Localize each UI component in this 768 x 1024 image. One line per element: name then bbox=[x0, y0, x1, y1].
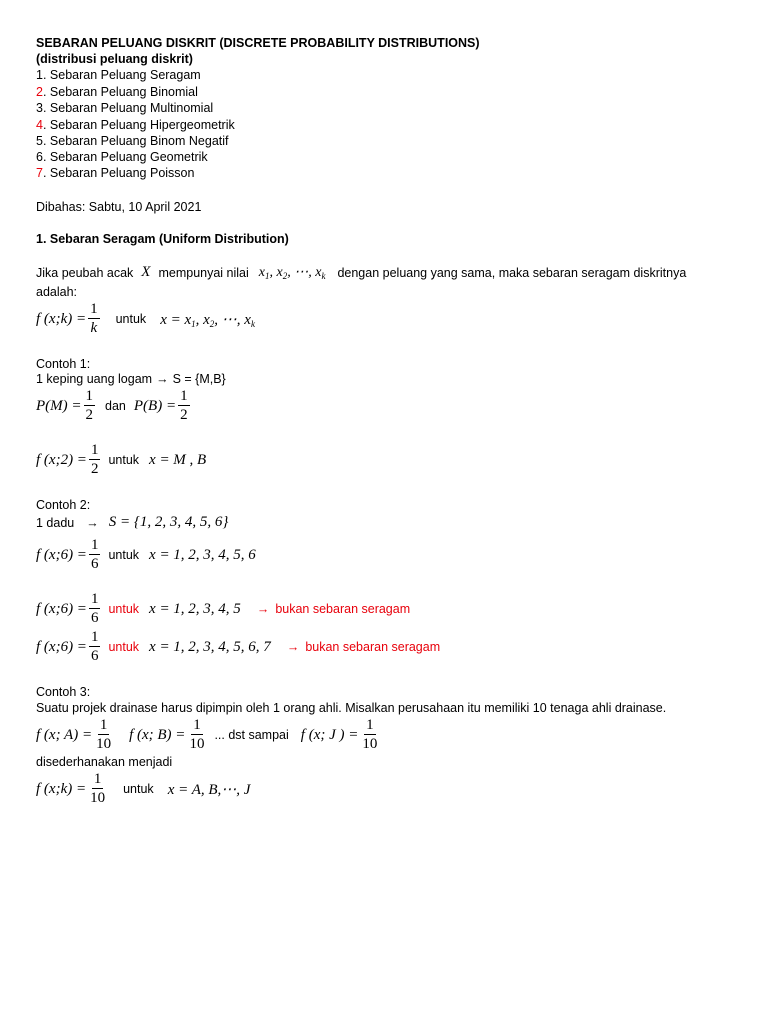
list-text: . Sebaran Peluang Hipergeometrik bbox=[42, 118, 235, 132]
list-item bbox=[36, 67, 201, 83]
formula-lhs: f (x;6) = bbox=[36, 600, 87, 617]
list-item bbox=[36, 117, 235, 133]
contoh2-title: Contoh 2: bbox=[36, 498, 91, 512]
formula-uniform bbox=[36, 302, 255, 336]
formula-rhs: x = M , B bbox=[149, 451, 207, 468]
list-number: 3 bbox=[36, 101, 43, 115]
contoh1-title: Contoh 1: bbox=[36, 357, 91, 371]
list-item bbox=[36, 149, 208, 165]
intro-text: mempunyai nilai bbox=[158, 265, 249, 280]
rhs-text: x = x bbox=[160, 311, 192, 328]
document-subtitle: (distribusi peluang diskrit) bbox=[36, 52, 193, 66]
denominator: 10 bbox=[90, 790, 106, 806]
denominator: 6 bbox=[90, 610, 99, 626]
contoh3-description: Suatu projek drainase harus dipimpin oleh 1 orang ahli. Misalkan perusahaan itu memiliki 10 tenaga ahli drainase. bbox=[36, 701, 667, 715]
fraction bbox=[84, 389, 96, 423]
numerator: 1 bbox=[93, 771, 102, 787]
list-number: 4 bbox=[36, 118, 43, 132]
variable-x: X bbox=[141, 264, 151, 280]
formula-lhs: f (x;k) = bbox=[36, 780, 87, 797]
denominator: 2 bbox=[180, 407, 188, 423]
fraction bbox=[88, 302, 100, 336]
numerator: 1 bbox=[90, 301, 98, 317]
fraction bbox=[89, 443, 101, 477]
denominator: 10 bbox=[362, 736, 378, 752]
contoh3-final-formula bbox=[36, 772, 250, 806]
arrow-icon: → bbox=[86, 515, 99, 530]
sample-space: S = {M,B} bbox=[172, 372, 226, 386]
list-item bbox=[36, 165, 194, 181]
contoh2-line bbox=[36, 514, 228, 531]
contoh1-line bbox=[36, 372, 226, 386]
intro-continuation: adalah: bbox=[36, 285, 78, 299]
contoh1-probabilities bbox=[36, 389, 192, 423]
fraction bbox=[187, 718, 206, 752]
arrow-icon: → bbox=[256, 602, 270, 616]
fraction bbox=[89, 592, 101, 626]
formula-rhs: x = A, B,⋯, J bbox=[167, 781, 251, 798]
sample-space: S = {1, 2, 3, 4, 5, 6} bbox=[108, 514, 229, 530]
numerator: 1 bbox=[90, 537, 99, 553]
dibahas-date: Dibahas: Sabtu, 10 April 2021 bbox=[36, 200, 202, 214]
pm-lhs: P(M) = bbox=[36, 397, 82, 414]
formula-fa: f (x; A) = bbox=[36, 726, 93, 743]
untuk-label: untuk bbox=[108, 640, 140, 654]
formula-lhs: f (x;2) = bbox=[36, 451, 87, 468]
fraction bbox=[178, 389, 190, 423]
denominator: 6 bbox=[90, 648, 99, 664]
list-text: . Sebaran Peluang Seragam bbox=[42, 68, 201, 82]
denominator: k bbox=[90, 320, 98, 336]
intro-text: dengan peluang yang sama, maka sebaran seragam diskritnya bbox=[337, 265, 687, 280]
list-text: . Sebaran Peluang Geometrik bbox=[42, 150, 208, 164]
pb-lhs: P(B) = bbox=[133, 397, 177, 414]
numerator: 1 bbox=[85, 388, 94, 404]
contoh1-formula bbox=[36, 443, 206, 477]
dst-label: ... dst sampai bbox=[214, 728, 289, 742]
denominator: 2 bbox=[90, 461, 99, 477]
numerator: 1 bbox=[180, 388, 188, 404]
invalid-note: bukan sebaran seragam bbox=[305, 640, 441, 654]
numerator: 1 bbox=[366, 717, 374, 733]
numerator: 1 bbox=[90, 442, 99, 458]
list-item bbox=[36, 133, 229, 149]
numerator: 1 bbox=[193, 717, 201, 733]
untuk-label: untuk bbox=[115, 312, 147, 326]
contoh2-formula-valid bbox=[36, 538, 256, 572]
denominator: 10 bbox=[189, 736, 205, 752]
untuk-label: untuk bbox=[108, 453, 140, 467]
denominator: 6 bbox=[90, 556, 99, 572]
fraction bbox=[88, 772, 107, 806]
fraction bbox=[89, 538, 101, 572]
formula-lhs: f (x;6) = bbox=[36, 546, 87, 563]
formula-rhs: $x = x_1$, $x_2$, ⋯, $x_k$ bbox=[160, 311, 255, 329]
numerator: 1 bbox=[90, 629, 99, 645]
contoh2-text: 1 dadu bbox=[36, 515, 75, 530]
denominator: 2 bbox=[85, 407, 94, 423]
list-number: 1 bbox=[36, 68, 43, 82]
simplified-label: disederhanakan menjadi bbox=[36, 755, 173, 769]
formula-fj: f (x; J ) = bbox=[300, 726, 359, 743]
numerator: 1 bbox=[99, 717, 108, 733]
list-item bbox=[36, 100, 213, 116]
untuk-label: untuk bbox=[123, 782, 154, 796]
list-number: 6 bbox=[36, 150, 43, 164]
list-text: . Sebaran Peluang Binomial bbox=[42, 85, 198, 99]
contoh2-formula-invalid-2 bbox=[36, 630, 440, 664]
list-item bbox=[36, 84, 198, 100]
document-title: SEBARAN PELUANG DISKRIT (DISCRETE PROBABILITY DISTRIBUTIONS) bbox=[36, 36, 480, 50]
contoh3-title: Contoh 3: bbox=[36, 685, 91, 699]
intro-line bbox=[36, 264, 686, 281]
formula-lhs: f (x;6) = bbox=[36, 638, 87, 655]
dan-label: dan bbox=[105, 399, 126, 413]
formula-rhs: x = 1, 2, 3, 4, 5 bbox=[149, 600, 241, 617]
list-number: 7 bbox=[36, 166, 43, 180]
list-number: 2 bbox=[36, 85, 43, 99]
formula-rhs: x = 1, 2, 3, 4, 5, 6 bbox=[149, 546, 256, 563]
formula-fb: f (x; B) = bbox=[129, 726, 186, 743]
contoh1-text: 1 keping uang logam bbox=[36, 372, 153, 386]
intro-text: Jika peubah acak bbox=[36, 265, 134, 280]
invalid-note: bukan sebaran seragam bbox=[275, 602, 411, 616]
fraction bbox=[89, 630, 101, 664]
formula-rhs: x = 1, 2, 3, 4, 5, 6, 7 bbox=[149, 638, 271, 655]
contoh2-formula-invalid-1 bbox=[36, 592, 410, 626]
list-text: . Sebaran Peluang Binom Negatif bbox=[42, 134, 229, 148]
value-list: $x_1$, $x_2$, ⋯, $x_k$ bbox=[258, 265, 326, 281]
formula-lhs: f (x;k) = bbox=[36, 310, 87, 327]
contoh3-formulas bbox=[36, 718, 381, 752]
list-text: . Sebaran Peluang Multinomial bbox=[42, 101, 214, 115]
untuk-label: untuk bbox=[108, 548, 140, 562]
numerator: 1 bbox=[90, 591, 99, 607]
arrow-icon: → bbox=[286, 640, 300, 654]
arrow-icon: → bbox=[156, 372, 169, 386]
list-text: . Sebaran Peluang Poisson bbox=[42, 166, 195, 180]
untuk-label: untuk bbox=[108, 602, 140, 616]
section-heading: 1. Sebaran Seragam (Uniform Distribution) bbox=[36, 232, 289, 246]
fraction bbox=[360, 718, 379, 752]
fraction bbox=[94, 718, 113, 752]
list-number: 5 bbox=[36, 134, 43, 148]
denominator: 10 bbox=[96, 736, 112, 752]
